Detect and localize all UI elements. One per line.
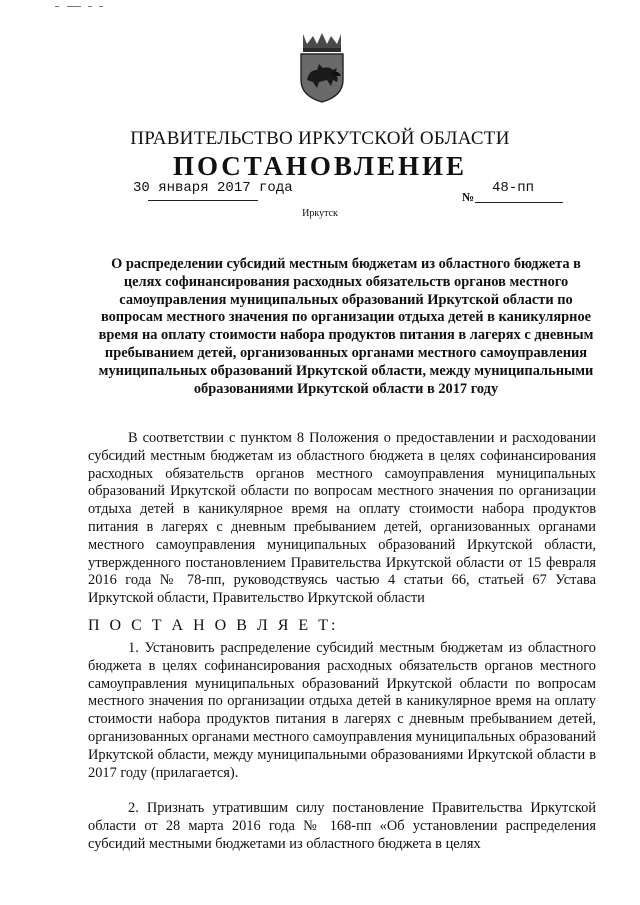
scan-marks bbox=[55, 4, 105, 10]
document-number: 48-пп bbox=[492, 180, 535, 196]
government-name: ПРАВИТЕЛЬСТВО ИРКУТСКОЙ ОБЛАСТИ bbox=[130, 128, 510, 149]
document-type: ПОСТАНОВЛЕНИЕ bbox=[172, 151, 468, 181]
number-sign: № bbox=[462, 190, 475, 204]
city-name: Иркутск bbox=[302, 208, 338, 219]
preamble-paragraph: В соответствии с пунктом 8 Положения о предоставлении и расходовании субсидий местным бюджетам из областного бюджета в целях софинансирования расходных обязательств органов местного самоуправления муниципальных образований Иркутской области по вопросам местного значения по организации отдыха детей в каникулярное время на оплату стоимости набора продуктов питания в лагерях с дневным пребыванием детей, организованных органами местного самоуправления муниципальных образований Иркутской области, утвержденного постановлением Правительства Иркутской области от 15 февраля 2016 года № 78-пп, руководствуясь частью 4 статьи 66, статьей 67 Устава Иркутской области, Правительство Иркутской области bbox=[88, 430, 596, 607]
irkutsk-coat-of-arms-icon bbox=[295, 30, 349, 104]
document-date: 30 января 2017 года bbox=[133, 180, 293, 196]
decree-word: П О С Т А Н О В Л Я Е Т: bbox=[88, 617, 339, 634]
number-underline bbox=[475, 202, 563, 203]
document-title: О распределении субсидий местным бюджетам из областного бюджета в целях софинансирования расходных обязательств органов местного самоуправления муниципальных образований Иркутской области по вопросам местного значения по организации отдыха детей в каникулярное время на оплату стоимости набора продуктов питания в лагерях с дневным пребыванием детей, организованных органами местного самоуправления муниципальных образований Иркутской области, между муниципальными образованиями Иркутской области в 2017 году bbox=[98, 256, 594, 397]
date-underline bbox=[148, 200, 258, 201]
item-1-paragraph: 1. Установить распределение субсидий местным бюджетам из областного бюджета в целях софинансирования расходных обязательств органов местного самоуправления муниципальных образований Иркутской области по вопросам местного значения по организации отдыха детей в каникулярное время на оплату стоимости набора продуктов питания в лагерях с дневным пребыванием детей, организованных органами местного самоуправления муниципальных образований Иркутской области, между муниципальными образованиями Иркутской области в 2017 году (прилагается). bbox=[88, 640, 596, 781]
item-2-paragraph: 2. Признать утратившим силу постановление Правительства Иркутской области от 28 марта 2016 года № 168-пп «Об установлении распределения субсидий местными бюджетами из областного бюджета в целях bbox=[88, 800, 596, 852]
